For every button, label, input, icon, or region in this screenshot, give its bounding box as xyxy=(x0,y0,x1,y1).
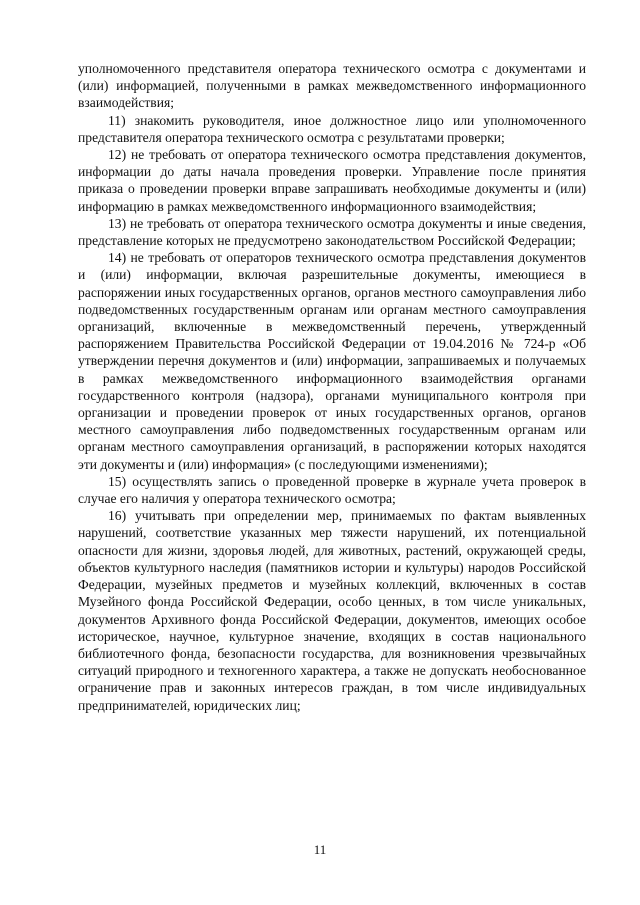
page-number: 11 xyxy=(313,842,327,857)
paragraph-continuation: уполномоченного представителя оператора технического осмотра с документами и (или) информацией, полученными в рамках межведомственного информационного взаимодействия; xyxy=(78,61,586,111)
paragraph-item-15: 15) осуществлять запись о проведенной проверке в журнале учета проверок в случае его наличия у оператора технического осмотра; xyxy=(78,473,586,507)
paragraph-item-16: 16) учитывать при определении мер, принимаемых по фактам выявленных нарушений, соответствие указанных мер тяжести нарушений, их потенциальной опасности для жизни, здоровья людей, для животных, растений, окружающей среды, объектов культурного наследия (памятников истории и культуры) народов Российской Федерации, музейных предметов и музейных коллекций, включенных в состав Музейного фонда Российской Федерации, особо ценных, в том числе уникальных, документов Архивного фонда Российской Федерации, документов, имеющих особое историческое, научное, культурное значение, входящих в состав национального библиотечного фонда, безопасности государства, для возникновения чрезвычайных ситуаций природного и техногенного характера, а также не допускать необоснованное ограничение прав и законных интересов граждан, в том числе индивидуальных предпринимателей, юридических лиц; xyxy=(78,508,586,713)
paragraph-item-14: 14) не требовать от операторов технического осмотра представления документов и (или) информации, включая разрешительные документы, имеющиеся в распоряжении иных государственных органов, органов местного самоуправления либо подведомственных государственным органам или органам местного самоуправления организаций, включенные в межведомственный перечень, утвержденный распоряжением Правительства Российской Федерации от 19.04.2016 № 724-р «Об утверждении перечня документов и (или) информации, запрашиваемых и получаемых в рамках межведомственного информационного взаимодействия органами государственного контроля (надзора), органами муниципального контроля при организации и проведении проверок от иных государственных органов, органов местного самоуправления либо подведомственных государственным органам или органам местного самоуправления организаций, в распоряжении которых находятся эти документы и (или) информация» (с последующими изменениями); xyxy=(78,250,586,472)
document-body xyxy=(78,60,586,714)
paragraph-item-11: 11) знакомить руководителя, иное должностное лицо или уполномоченного представителя оператора технического осмотра с результатами проверки; xyxy=(78,112,586,145)
paragraph-item-13: 13) не требовать от оператора технического осмотра документы и иные сведения, представление которых не предусмотрено законодательством Российской Федерации; xyxy=(78,215,586,249)
paragraph-item-12: 12) не требовать от оператора технического осмотра представления документов, информации до даты начала проведения проверки. Управление после принятия приказа о проведении проверки вправе запрашивать необходимые документы и (или) информацию в рамках межведомственного информационного взаимодействия; xyxy=(78,147,586,214)
